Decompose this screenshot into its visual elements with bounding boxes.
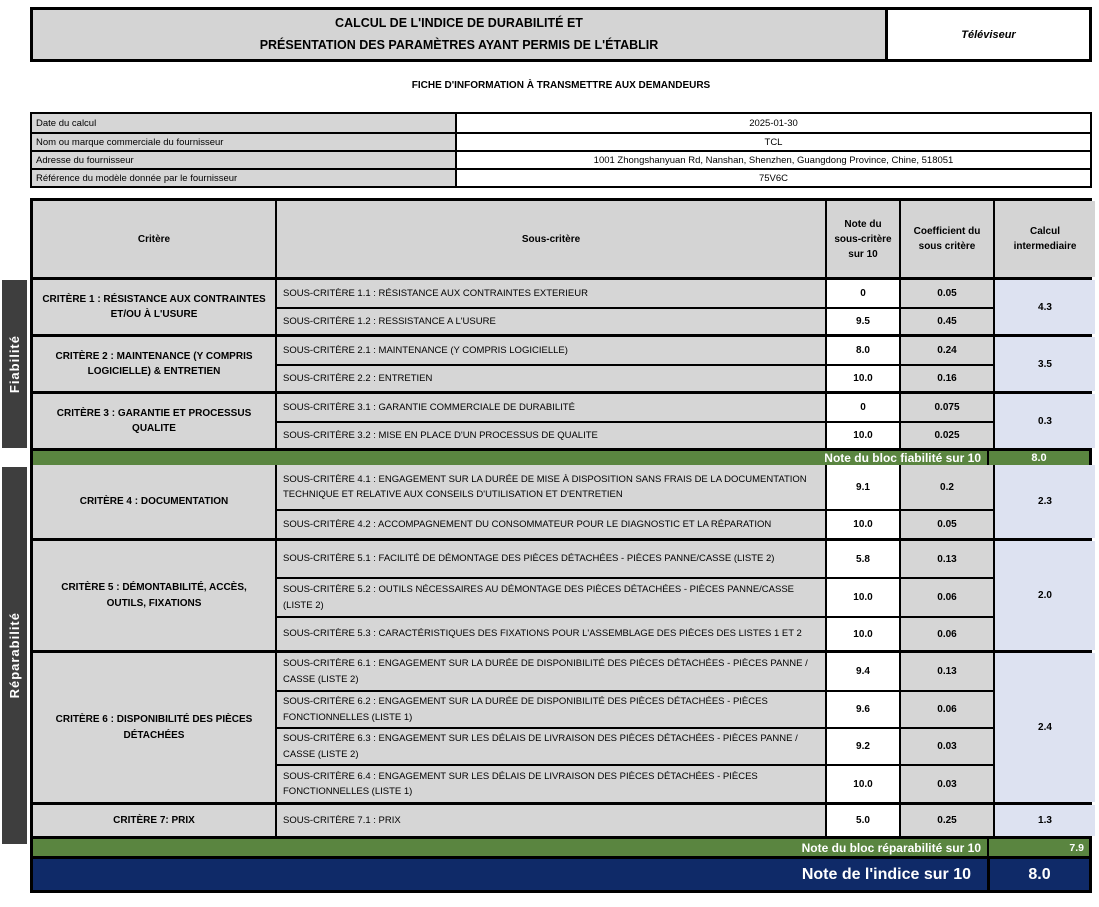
column-header-note: Note du sous-critère sur 10: [825, 201, 899, 277]
info-value: 1001 Zhongshanyuan Rd, Nanshan, Shenzhen, Guangdong Province, Chine, 518051: [457, 152, 1090, 168]
info-label: Référence du modèle donnée par le fournisseur: [32, 170, 457, 186]
side-label-fiabilite-text: Fiabilité: [7, 334, 22, 394]
coefficient-cell: 0.2: [899, 465, 993, 509]
info-row-model: [32, 168, 1090, 186]
coefficient-cell: 0.24: [899, 337, 993, 364]
critere-group: [33, 280, 1089, 334]
note-cell: 5.0: [825, 805, 899, 836]
info-value: 75V6C: [457, 170, 1090, 186]
info-label: Adresse du fournisseur: [32, 152, 457, 168]
sous-critere-cell: SOUS-CRITÈRE 1.2 : RESSISTANCE A L'USURE: [275, 307, 825, 334]
side-label-reparabilite: [2, 467, 27, 844]
bloc-fiabilite-value: 8.0: [987, 451, 1089, 465]
info-row-date: [32, 114, 1090, 132]
main-table: [30, 198, 1092, 893]
note-cell: 9.6: [825, 690, 899, 727]
sous-critere-cell: SOUS-CRITÈRE 7.1 : PRIX: [275, 805, 825, 836]
critere-group: [33, 334, 1089, 391]
info-value: TCL: [457, 134, 1090, 150]
calc-cell: 3.5: [993, 337, 1095, 391]
critere-cell: CRITÈRE 1 : RÉSISTANCE AUX CONTRAINTES ET/OU À L'USURE: [33, 280, 275, 334]
main-table-header: [33, 201, 1089, 280]
sous-critere-cell: SOUS-CRITÈRE 4.2 : ACCOMPAGNEMENT DU CONSOMMATEUR POUR LE DIAGNOSTIC ET LA RÉPARATION: [275, 509, 825, 538]
fiabilite-block: [33, 280, 1089, 448]
note-cell: 9.2: [825, 727, 899, 764]
bloc-reparabilite-value: 7.9: [987, 839, 1089, 856]
sous-critere-cell: SOUS-CRITÈRE 6.4 : ENGAGEMENT SUR LES DÉLAIS DE LIVRAISON DES PIÈCES DÉTACHÉES - PIÈCES FONCTIONNELLES (LISTE 1): [275, 764, 825, 802]
critere-cell: CRITÈRE 5 : DÉMONTABILITÉ, ACCÈS, OUTILS, FIXATIONS: [33, 541, 275, 650]
sous-critere-cell: SOUS-CRITÈRE 3.2 : MISE EN PLACE D'UN PROCESSUS DE QUALITE: [275, 421, 825, 448]
note-cell: 0: [825, 394, 899, 421]
info-row-address: [32, 150, 1090, 168]
sous-critere-cell: SOUS-CRITÈRE 5.3 : CARACTÉRISTIQUES DES FIXATIONS POUR L'ASSEMBLAGE DES PIÈCES DES LISTES 1 ET 2: [275, 616, 825, 650]
bloc-reparabilite-row: [33, 836, 1089, 856]
info-label: Nom ou marque commerciale du fournisseur: [32, 134, 457, 150]
note-cell: 10.0: [825, 577, 899, 616]
bloc-fiabilite-label: Note du bloc fiabilité sur 10: [824, 451, 981, 465]
critere-group: [33, 650, 1089, 802]
critere-group: [33, 391, 1089, 448]
coefficient-cell: 0.25: [899, 805, 993, 836]
critere-cell: CRITÈRE 7: PRIX: [33, 805, 275, 836]
sous-critere-cell: SOUS-CRITÈRE 6.3 : ENGAGEMENT SUR LES DÉLAIS DE LIVRAISON DES PIÈCES DÉTACHÉES - PIÈCES PANNE / CASSE (LISTE 2): [275, 727, 825, 764]
page-title-line2: PRÉSENTATION DES PARAMÈTRES AYANT PERMIS DE L'ÉTABLIR: [259, 37, 659, 52]
reparabilite-block: [33, 465, 1089, 836]
sous-critere-cell: SOUS-CRITÈRE 1.1 : RÉSISTANCE AUX CONTRAINTES EXTERIEUR: [275, 280, 825, 307]
page-title-line1: CALCUL DE L'INDICE DE DURABILITÉ ET: [335, 15, 583, 30]
critere-cell: CRITÈRE 4 : DOCUMENTATION: [33, 465, 275, 538]
coefficient-cell: 0.05: [899, 509, 993, 538]
product-type-box: Téléviseur: [885, 10, 1089, 59]
critere-group: [33, 802, 1089, 836]
calc-cell: 2.4: [993, 653, 1095, 802]
side-label-fiabilite: [2, 280, 27, 448]
info-table: [30, 112, 1092, 188]
coefficient-cell: 0.06: [899, 690, 993, 727]
note-cell: 10.0: [825, 509, 899, 538]
coefficient-cell: 0.05: [899, 280, 993, 307]
sous-critere-cell: SOUS-CRITÈRE 6.2 : ENGAGEMENT SUR LA DURÉE DE DISPONIBILITÉ DES PIÈCES DÉTACHÉES - PIÈCES FONCTIONNELLES (LISTE 1): [275, 690, 825, 727]
calc-cell: 1.3: [993, 805, 1095, 836]
calc-cell: 2.0: [993, 541, 1095, 650]
final-score-row: [33, 856, 1089, 890]
title-box: [30, 7, 1092, 62]
note-cell: 9.1: [825, 465, 899, 509]
column-header-critere: Critère: [33, 201, 275, 277]
page-title: [33, 10, 885, 59]
subtitle: FICHE D'INFORMATION À TRANSMETTRE AUX DEMANDEURS: [411, 80, 711, 91]
sous-critere-cell: SOUS-CRITÈRE 6.1 : ENGAGEMENT SUR LA DURÉE DE DISPONIBILITÉ DES PIÈCES DÉTACHÉES - PIÈCES PANNE / CASSE (LISTE 2): [275, 653, 825, 690]
coefficient-cell: 0.06: [899, 616, 993, 650]
note-cell: 5.8: [825, 541, 899, 577]
note-cell: 10.0: [825, 364, 899, 391]
coefficient-cell: 0.025: [899, 421, 993, 448]
sous-critere-cell: SOUS-CRITÈRE 3.1 : GARANTIE COMMERCIALE DE DURABILITÉ: [275, 394, 825, 421]
column-header-sous-critere: Sous-critère: [275, 201, 825, 277]
sous-critere-cell: SOUS-CRITÈRE 5.2 : OUTILS NÉCESSAIRES AU DÉMONTAGE DES PIÈCES DÉTACHÉES - PIÈCES PANNE/CASSE (LISTE 2): [275, 577, 825, 616]
note-cell: 0: [825, 280, 899, 307]
final-score-label: Note de l'indice sur 10: [801, 865, 971, 883]
coefficient-cell: 0.13: [899, 653, 993, 690]
column-header-coefficient: Coefficient du sous critère: [899, 201, 993, 277]
note-cell: 10.0: [825, 764, 899, 802]
coefficient-cell: 0.13: [899, 541, 993, 577]
note-cell: 10.0: [825, 616, 899, 650]
info-label: Date du calcul: [32, 114, 457, 132]
note-cell: 8.0: [825, 337, 899, 364]
bloc-fiabilite-row: [33, 448, 1089, 465]
sous-critere-cell: SOUS-CRITÈRE 2.2 : ENTRETIEN: [275, 364, 825, 391]
info-value: 2025-01-30: [457, 114, 1090, 132]
coefficient-cell: 0.075: [899, 394, 993, 421]
critere-cell: CRITÈRE 2 : MAINTENANCE (Y COMPRIS LOGICIELLE) & ENTRETIEN: [33, 337, 275, 391]
sous-critere-cell: SOUS-CRITÈRE 5.1 : FACILITÉ DE DÉMONTAGE DES PIÈCES DÉTACHÉES - PIÈCES PANNE/CASSE (LISTE 2): [275, 541, 825, 577]
side-label-reparabilite-text: Réparabilité: [7, 612, 22, 699]
critere-group: [33, 538, 1089, 650]
critere-cell: CRITÈRE 3 : GARANTIE ET PROCESSUS QUALITE: [33, 394, 275, 448]
info-row-brand: [32, 132, 1090, 150]
coefficient-cell: 0.16: [899, 364, 993, 391]
coefficient-cell: 0.45: [899, 307, 993, 334]
calc-cell: 4.3: [993, 280, 1095, 334]
sous-critere-cell: SOUS-CRITÈRE 4.1 : ENGAGEMENT SUR LA DURÉE DE MISE À DISPOSITION SANS FRAIS DE LA DOCUMENTATION TECHNIQUE ET RELATIVE AUX CONSEILS D'UTILISATION ET D'ENTRETIEN: [275, 465, 825, 509]
column-header-calcul: Calcul intermediaire: [993, 201, 1095, 277]
calc-cell: 0.3: [993, 394, 1095, 448]
coefficient-cell: 0.06: [899, 577, 993, 616]
critere-group: [33, 465, 1089, 538]
coefficient-cell: 0.03: [899, 727, 993, 764]
sous-critere-cell: SOUS-CRITÈRE 2.1 : MAINTENANCE (Y COMPRIS LOGICIELLE): [275, 337, 825, 364]
note-cell: 10.0: [825, 421, 899, 448]
calc-cell: 2.3: [993, 465, 1095, 538]
critere-cell: CRITÈRE 6 : DISPONIBILITÉ DES PIÈCES DÉTACHÉES: [33, 653, 275, 802]
final-score-value: 8.0: [987, 859, 1089, 890]
note-cell: 9.5: [825, 307, 899, 334]
coefficient-cell: 0.03: [899, 764, 993, 802]
note-cell: 9.4: [825, 653, 899, 690]
bloc-reparabilite-label: Note du bloc réparabilité sur 10: [801, 840, 981, 855]
